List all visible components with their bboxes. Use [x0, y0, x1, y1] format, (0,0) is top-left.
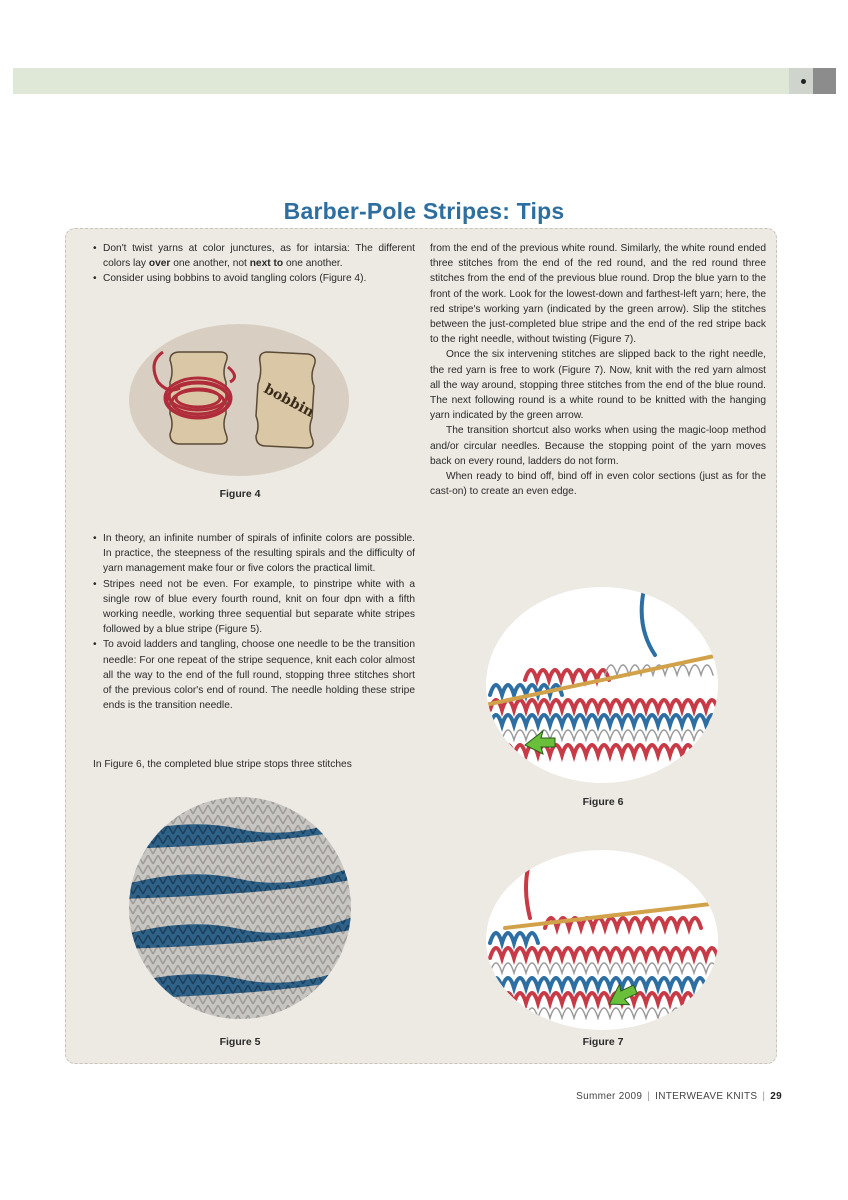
tip-transition-needle: • To avoid ladders and tangling, choose one needle to be the transition needle: For one repeat of the stripe sequence, knit each color almost all the way to the end of the full round, stopping three stitches short of the previous color's end of round. The needle holding these stripe ends is the transition needle. [93, 637, 415, 713]
footer-magazine: INTERWEAVE KNITS [655, 1091, 758, 1102]
right-para-3: The transition shortcut also works when using the magic-loop method and/or circular needles. Because the stopping point of the yarn moves back on every round, ladders do not form. [430, 425, 766, 467]
right-para-2: Once the six intervening stitches are slipped back to the right needle, the red yarn is free to work (Figure 7). Now, knit with the red yarn almost all the way around, stopping three stitches from the end of the blue round. The next following round is a white round to be knitted with the hanging yarn indicated by the green arrow. [430, 349, 766, 422]
tip-uneven-stripes: • Stripes need not be even. For example, to pinstripe white with a single row of blue every fourth round, knit on four dpn with a fifth working needle, working three sequential but separate white stripes followed by a blue stripe (Figure 5). [93, 577, 415, 638]
figure-6-caption: Figure 6 [582, 796, 624, 808]
figure-5-swatch [128, 795, 352, 1021]
footer-issue: Summer 2009 [576, 1091, 643, 1102]
left-column-mid [93, 531, 415, 713]
figure-4-bobbins [128, 322, 350, 482]
tip-infinite-spirals: • In theory, an infinite number of spirals of infinite colors are possible. In practice, the steepness of the resulting spirals and the difficulty of yarn management make four or five colors the practical limit. [93, 531, 415, 577]
figure-4-caption: Figure 4 [219, 488, 261, 500]
page-number: 29 [770, 1091, 782, 1102]
right-column [430, 241, 766, 499]
tip-bobbins: • Consider using bobbins to avoid tangling colors (Figure 4). [93, 271, 415, 286]
page-title: Barber-Pole Stripes: Tips [283, 198, 565, 224]
page-footer: Summer 2009 | INTERWEAVE KNITS | 29 [576, 1091, 782, 1102]
tip-twist-yarns: • Don't twist yarns at color junctures, as for intarsia: The different colors lay over one another, not next to one another. [93, 241, 415, 271]
bobbin-label: bobbin [261, 381, 317, 421]
right-para-1: from the end of the previous white round. Similarly, the white round ended three stitches from the end of the red round, and the red round three stitches from the end of the previous blue round. Drop the blue yarn to the front of the work. Look for the lowest-down and farthest-left yarn; here, the red stripe's working yarn (indicated by the green arrow). Slip the stitches between the just-completed blue stripe and the end of the red stripe back to the right needle, without twisting (Figure 7). [430, 243, 766, 346]
header-bullet-icon [801, 79, 806, 84]
figure-7-diagram [485, 848, 719, 1030]
figure-5-caption: Figure 5 [219, 1036, 261, 1048]
header-bar [13, 68, 813, 94]
figure-6-diagram [485, 585, 719, 785]
left-column-bottom [93, 757, 415, 772]
header-tab-dark [813, 68, 836, 94]
left-column-top [93, 241, 415, 287]
figure-7-caption: Figure 7 [582, 1036, 624, 1048]
figure-6-intro: In Figure 6, the completed blue stripe stops three stitches [93, 759, 352, 770]
right-para-4: When ready to bind off, bind off in even color sections (just as for the cast-on) to create an even edge. [430, 471, 766, 498]
